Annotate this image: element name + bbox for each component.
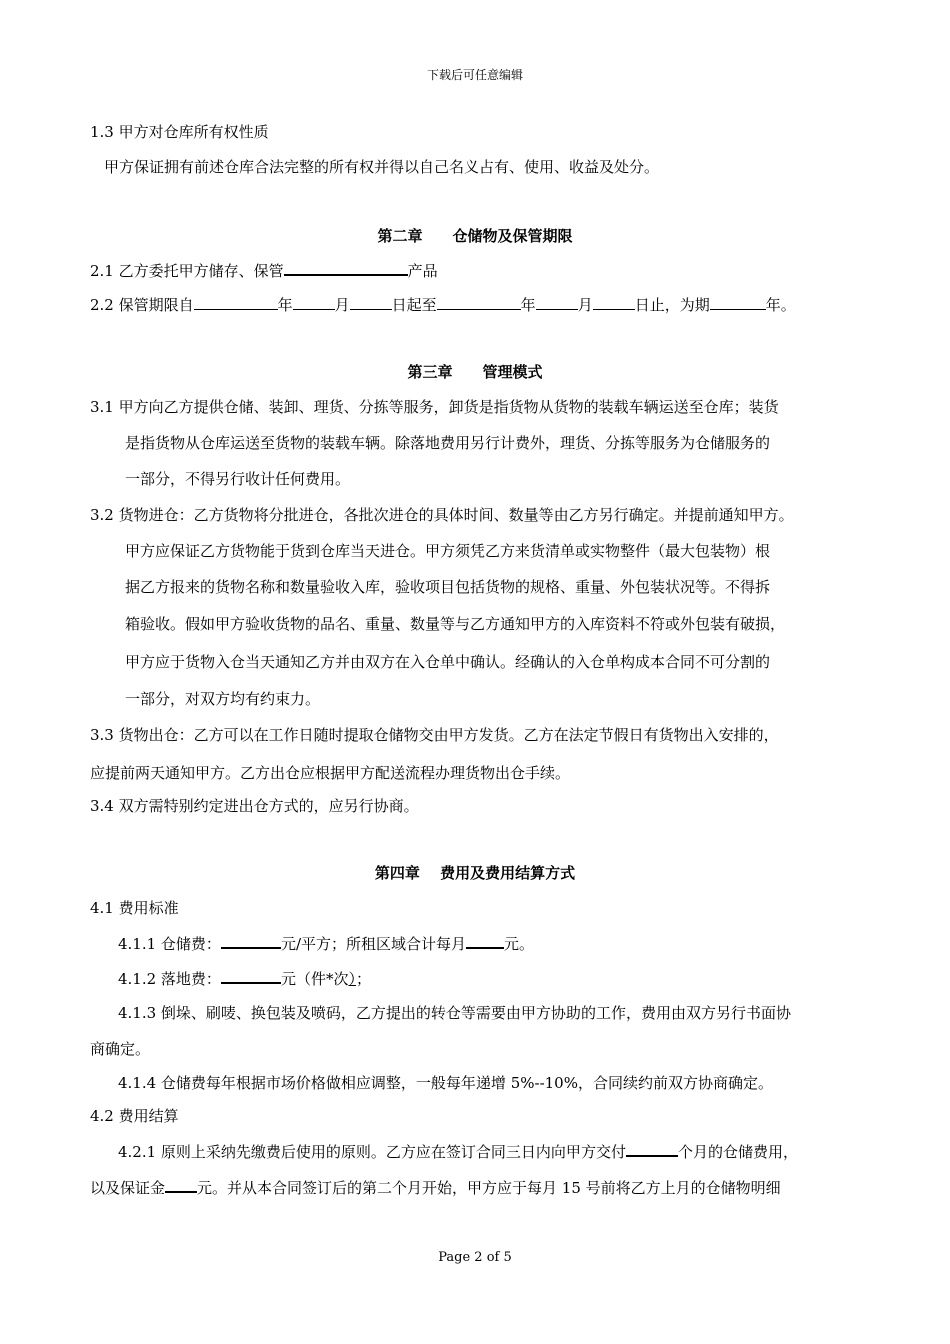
clause-3-2-line6: 一部分，对双方均有约束力。	[125, 690, 321, 708]
blank-end-day[interactable]	[593, 295, 635, 310]
chapter-2-heading: 第二章 仓储物及保管期限	[377, 227, 573, 245]
clause-3-2-line1: 3.2 货物进仓：乙方货物将分批进仓，各批次进仓的具体时间、数量等由乙方另行确定。并提前通知甲方。	[90, 506, 794, 524]
clause-3-2-line3: 据乙方报来的货物名称和数量验收入库，验收项目包括货物的规格、重量、外包装状况等。不得拆	[125, 578, 771, 596]
clause-1-3-body: 甲方保证拥有前述仓库合法完整的所有权并得以自己名义占有、使用、收益及处分。	[104, 158, 660, 176]
clause-4-1-1	[118, 933, 534, 954]
blank-product-field[interactable]	[284, 260, 408, 276]
clause-1-3-title: 1.3 甲方对仓库所有权性质	[90, 123, 269, 141]
clause-4-2-1-text-c: 以及保证金	[90, 1179, 166, 1197]
page-footer: Page 2 of 5	[438, 1250, 512, 1265]
blank-landing-fee[interactable]	[221, 968, 281, 984]
clause-4-1-2-paren: ）	[348, 970, 356, 988]
blank-start-day[interactable]	[350, 295, 392, 310]
clause-4-2-1-text-d: 元。并从本合同签订后的第二个月开始，甲方应于每月 15 号前将乙方上月的仓储物明细	[197, 1179, 781, 1197]
blank-deposit[interactable]	[165, 1177, 197, 1193]
blank-start-year[interactable]	[194, 295, 278, 310]
clause-4-1-3-line1: 4.1.3 倒垛、刷唛、换包装及喷码，乙方提出的转仓等需要由甲方协助的工作，费用由双方另行书面协	[118, 1004, 791, 1022]
clause-4-2-1-text-b: 个月的仓储费用，	[677, 1143, 798, 1161]
clause-4-1-2-text-d: ；	[355, 970, 371, 988]
page-header: 下载后可任意编辑	[426, 68, 523, 82]
chapter-3-heading: 第三章 管理模式	[407, 363, 543, 381]
blank-months-prepaid[interactable]	[626, 1141, 678, 1157]
clause-2-1	[90, 260, 438, 281]
clause-3-1-line2: 是指货物从仓库运送至货物的装载车辆。除落地费用另行计费外，理货、分拣等服务为仓储服务的	[125, 434, 771, 452]
clause-4-1-4: 4.1.4 仓储费每年根据市场价格做相应调整，一般每年递增 5%--10%，合同续约前双方协商确定。	[118, 1074, 773, 1092]
blank-monthly-total[interactable]	[466, 933, 504, 949]
clause-3-2-line4: 箱验收。假如甲方验收货物的品名、重量、数量等与乙方通知甲方的入库资料不符或外包装有破损，	[125, 615, 786, 633]
clause-3-1-line3: 一部分，不得另行收计任何费用。	[125, 470, 351, 488]
label-day-from: 日起至	[391, 296, 437, 314]
clause-2-1-text-a: 2.1 乙方委托甲方储存、保管	[90, 262, 284, 280]
clause-2-2	[90, 295, 796, 315]
blank-end-year[interactable]	[437, 295, 521, 310]
clause-4-1-1-text-b: 元/平方；所租区域合计每月	[280, 935, 466, 953]
clause-3-3-line2: 应提前两天通知甲方。乙方出仓应根据甲方配送流程办理货物出仓手续。	[90, 764, 571, 782]
blank-end-month[interactable]	[536, 295, 578, 310]
clause-4-1-2	[118, 968, 371, 989]
blank-period-years[interactable]	[710, 295, 766, 310]
label-year-2: 年	[520, 296, 536, 314]
clause-4-1-3-line2: 商确定。	[90, 1040, 151, 1058]
blank-storage-fee[interactable]	[221, 933, 281, 949]
clause-2-1-text-b: 产品	[407, 262, 438, 280]
clause-4-1-2-text-b: 元（件*次	[280, 970, 349, 988]
clause-4-1-1-text-c: 元。	[504, 935, 535, 953]
blank-start-month[interactable]	[293, 295, 335, 310]
clause-4-2-title: 4.2 费用结算	[90, 1107, 179, 1125]
clause-3-4: 3.4 双方需特别约定进出仓方式的，应另行协商。	[90, 797, 419, 815]
label-day-to: 日止，为期	[634, 296, 710, 314]
label-month-2: 月	[577, 296, 593, 314]
clause-3-1-line1: 3.1 甲方向乙方提供仓储、装卸、理货、分拣等服务，卸货是指货物从货物的装载车辆运送至仓库；装货	[90, 398, 779, 416]
clause-4-2-1-text-a: 4.2.1 原则上采纳先缴费后使用的原则。乙方应在签订合同三日内向甲方交付	[118, 1143, 626, 1161]
label-month: 月	[334, 296, 350, 314]
clause-2-2-text-a: 2.2 保管期限自	[90, 296, 194, 314]
clause-3-3-line1: 3.3 货物出仓：乙方可以在工作日随时提取仓储物交由甲方发货。乙方在法定节假日有货物出入安排的，	[90, 726, 779, 744]
chapter-4-heading: 第四章 费用及费用结算方式	[374, 864, 576, 882]
label-year-end: 年。	[765, 296, 796, 314]
clause-4-1-title: 4.1 费用标准	[90, 899, 179, 917]
clause-4-1-2-text-a: 4.1.2 落地费：	[118, 970, 221, 988]
clause-3-2-line2: 甲方应保证乙方货物能于货到仓库当天进仓。甲方须凭乙方来货清单或实物整件（最大包装物）根	[125, 542, 771, 560]
clause-4-2-1-line2	[90, 1177, 781, 1198]
clause-3-2-line5: 甲方应于货物入仓当天通知乙方并由双方在入仓单中确认。经确认的入仓单构成本合同不可分割的	[125, 653, 771, 671]
clause-4-2-1-line1	[118, 1141, 798, 1162]
clause-4-1-1-text-a: 4.1.1 仓储费：	[118, 935, 221, 953]
label-year: 年	[277, 296, 293, 314]
